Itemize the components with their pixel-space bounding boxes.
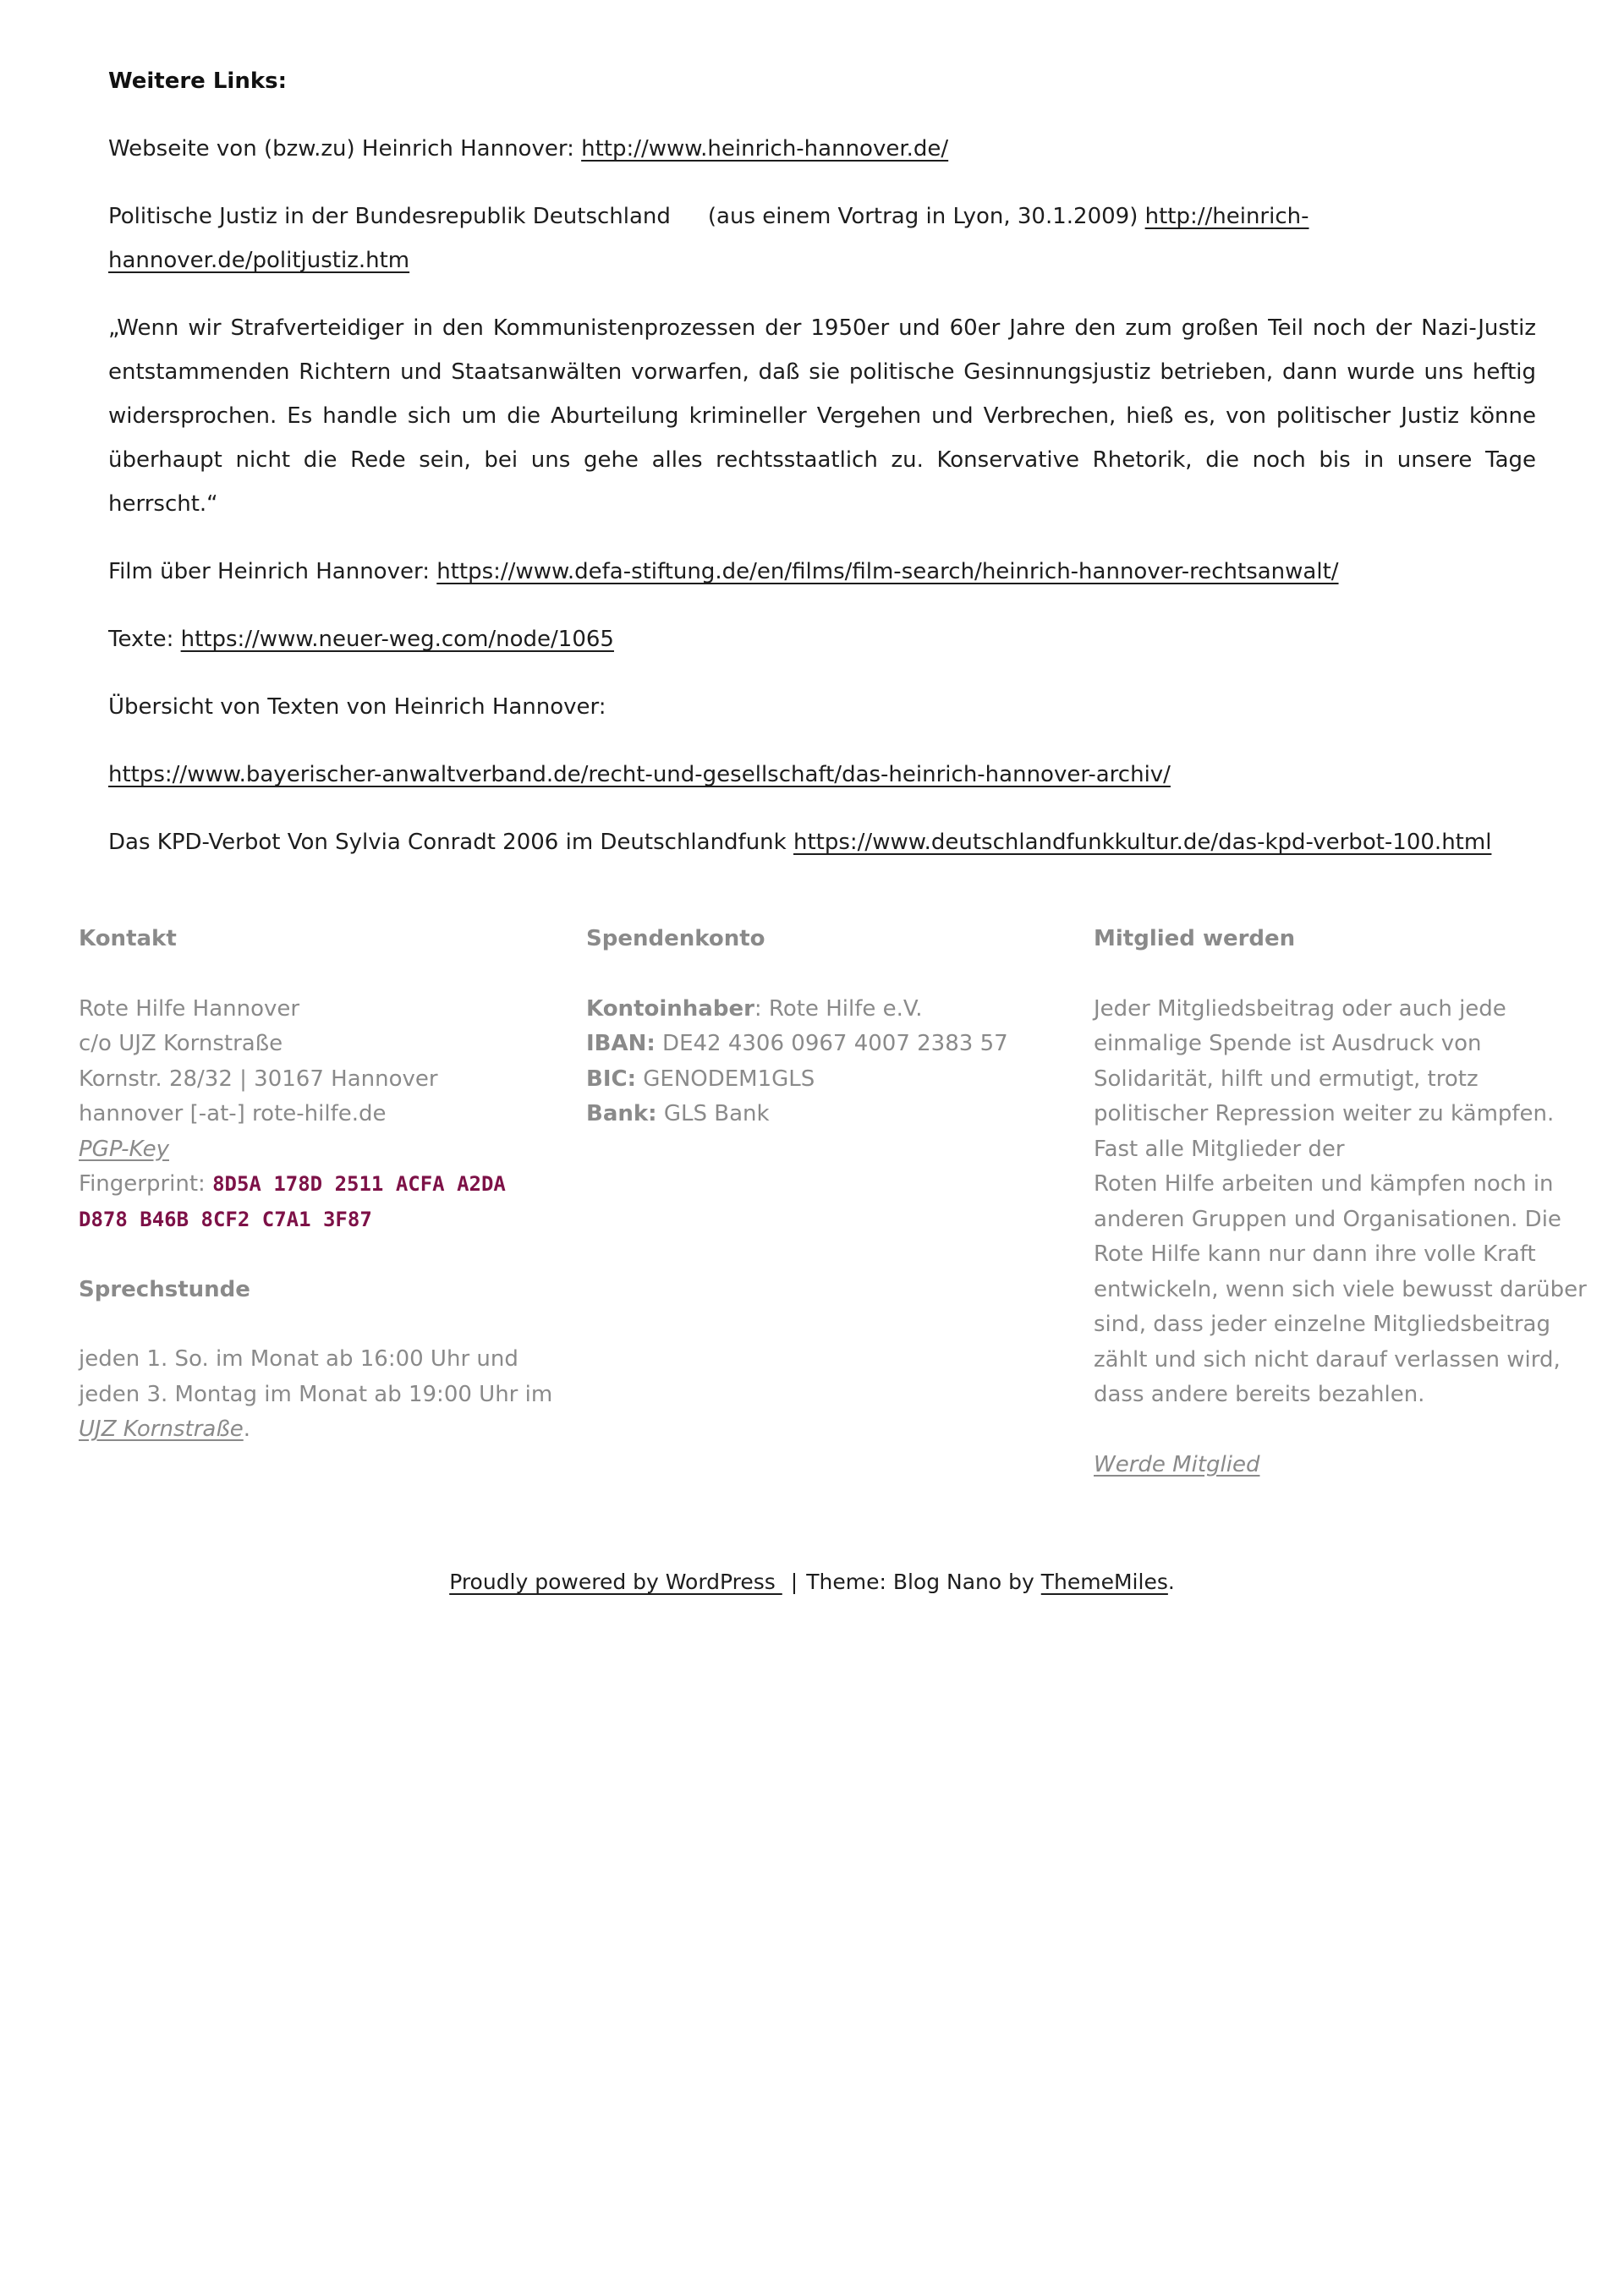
- justiz-prefix: Politische Justiz in der Bundesrepublik Deutschland: [108, 204, 671, 229]
- mitglied-widget: [1094, 922, 1587, 1483]
- fingerprint-line-2: [79, 1203, 552, 1238]
- sprechstunde-end: .: [243, 1417, 250, 1442]
- bank-line: [586, 1097, 1060, 1132]
- werde-mitglied-link[interactable]: Werde Mitglied: [1094, 1452, 1260, 1477]
- ujz-link[interactable]: UJZ Kornstraße: [79, 1417, 244, 1442]
- kpd-prefix: Das KPD-Verbot Von Sylvia Conradt 2006 im Deutschlandfunk: [108, 830, 793, 855]
- justiz-paragraph: [108, 195, 1536, 282]
- iban-value: DE42 4306 0967 4007 2383 57: [655, 1031, 1008, 1056]
- mitglied-text-line: sind, dass jeder einzelne Mitgliedsbeitrag: [1094, 1312, 1550, 1337]
- sprechstunde-line-2: jeden 3. Montag im Monat ab 19:00 Uhr im: [79, 1381, 553, 1407]
- mitglied-text-line: Rote Hilfe kann nur dann ihre volle Kraft: [1094, 1241, 1536, 1267]
- wordpress-link[interactable]: Proudly powered by WordPress: [449, 1570, 782, 1594]
- website-link[interactable]: http://www.heinrich-hannover.de/: [581, 136, 949, 162]
- holder-line: [586, 992, 1060, 1027]
- bic-label: BIC:: [586, 1066, 636, 1092]
- spenden-widget: [586, 922, 1060, 1132]
- hannover-quote: „Wenn wir Strafverteidiger in den Kommunistenprozessen der 1950er und 60er Jahre den zum großen Teil noch der Nazi-Justiz entstammenden Richtern und Staatsanwälten vorwarfen, daß sie politische Gesinnungsjustiz betrieben, dann wurde uns heftig widersprochen. Es handle sich um die Aburteilung krimineller Vergehen und Verbrechen, hieß es, von politischer Justiz könne überhaupt nicht die Rede sein, bei uns gehe alles rechtsstaatlich zu. Konservative Rhetorik, die noch bis in unsere Tage herrscht.“: [108, 315, 1536, 517]
- mitglied-text-line: anderen Gruppen und Organisationen. Die: [1094, 1206, 1561, 1232]
- mitglied-text-line: Jeder Mitgliedsbeitrag oder auch jede: [1094, 995, 1506, 1022]
- fingerprint-label: Fingerprint:: [79, 1171, 213, 1197]
- pgp-key-line: [79, 1132, 552, 1168]
- mitglied-text-line: politischer Repression weiter zu kämpfen.: [1094, 1101, 1555, 1126]
- texte-paragraph: [108, 617, 1536, 661]
- kontakt-email: hannover [-at-] rote-hilfe.de: [79, 1101, 387, 1126]
- mitglied-title: Mitglied werden: [1094, 926, 1296, 951]
- mitglied-text-line: entwickeln, wenn sich viele bewusst darüber: [1094, 1276, 1587, 1302]
- bank-value: GLS Bank: [656, 1101, 770, 1126]
- kontakt-address: Kornstr. 28/32 | 30167 Hannover: [79, 1066, 438, 1092]
- texte-link[interactable]: https://www.neuer-weg.com/node/1065: [180, 627, 614, 652]
- werde-mitglied-line: [1094, 1448, 1567, 1483]
- kontakt-co: c/o UJZ Kornstraße: [79, 1031, 283, 1056]
- kontakt-org: Rote Hilfe Hannover: [79, 995, 300, 1022]
- links-heading: Weitere Links:: [108, 68, 288, 94]
- fingerprint-line: [79, 1167, 552, 1203]
- site-credits: [0, 1565, 1624, 1599]
- mitglied-text-line: Solidarität, hilft und ermutigt, trotz: [1094, 1066, 1479, 1092]
- iban-line: [586, 1027, 1060, 1062]
- overview-paragraph: [108, 753, 1536, 797]
- film-paragraph: [108, 550, 1536, 594]
- sprechstunde-line-1: jeden 1. So. im Monat ab 16:00 Uhr und: [79, 1346, 518, 1372]
- justiz-middle: (aus einem Vortrag in Lyon, 30.1.2009): [707, 204, 1145, 229]
- bic-value: GENODEM1GLS: [635, 1066, 815, 1092]
- justiz-link[interactable]: http://heinrich-hannover.de/politjustiz.htm: [108, 204, 1309, 273]
- website-paragraph: [108, 127, 1536, 171]
- mitglied-text-line: zählt und sich nicht darauf verlassen wird,: [1094, 1346, 1561, 1373]
- thememiles-link[interactable]: ThemeMiles: [1040, 1570, 1168, 1594]
- kpd-paragraph: [108, 820, 1536, 864]
- texte-prefix: Texte:: [108, 627, 181, 652]
- credits-separator: |: [790, 1570, 798, 1594]
- holder-value: : Rote Hilfe e.V.: [754, 995, 923, 1022]
- mitglied-text-line: Roten Hilfe arbeiten und kämpfen noch in: [1094, 1171, 1554, 1197]
- bank-label: Bank:: [586, 1101, 657, 1126]
- website-prefix: Webseite von (bzw.zu) Heinrich Hannover:: [108, 136, 582, 162]
- mitglied-text-line: Fast alle Mitglieder der: [1094, 1136, 1345, 1162]
- film-link[interactable]: https://www.defa-stiftung.de/en/films/film-search/heinrich-hannover-rechtsanwalt/: [436, 559, 1339, 584]
- mitglied-text-line: dass andere bereits bezahlen.: [1094, 1382, 1425, 1407]
- fingerprint-part-1: 8D5A 178D 2511 ACFA A2DA: [212, 1172, 506, 1196]
- bic-line: [586, 1062, 1060, 1098]
- mitglied-text-line: einmalige Spende ist Ausdruck von: [1094, 1031, 1482, 1056]
- overview-text: Übersicht von Texten von Heinrich Hannover:: [108, 694, 606, 720]
- sprechstunde-title: Sprechstunde: [79, 1276, 250, 1302]
- kontakt-title: Kontakt: [79, 926, 177, 951]
- pgp-key-link[interactable]: PGP-Key: [79, 1136, 169, 1162]
- iban-label: IBAN:: [586, 1031, 656, 1056]
- credits-end: .: [1167, 1570, 1175, 1594]
- theme-text: Theme: Blog Nano by: [806, 1570, 1041, 1594]
- film-prefix: Film über Heinrich Hannover:: [108, 559, 437, 584]
- kontakt-widget: [79, 922, 552, 1448]
- kpd-link[interactable]: https://www.deutschlandfunkkultur.de/das-kpd-verbot-100.html: [793, 830, 1492, 855]
- holder-label: Kontoinhaber: [586, 995, 754, 1022]
- article-content: [108, 59, 1536, 888]
- sprechstunde-line-3: [79, 1412, 552, 1448]
- spenden-title: Spendenkonto: [586, 926, 765, 951]
- overview-link[interactable]: https://www.bayerischer-anwaltverband.de/recht-und-gesellschaft/das-heinrich-hannover-archiv/: [108, 762, 1171, 787]
- fingerprint-part-2: D878 B46B 8CF2 C7A1 3F87: [79, 1207, 372, 1231]
